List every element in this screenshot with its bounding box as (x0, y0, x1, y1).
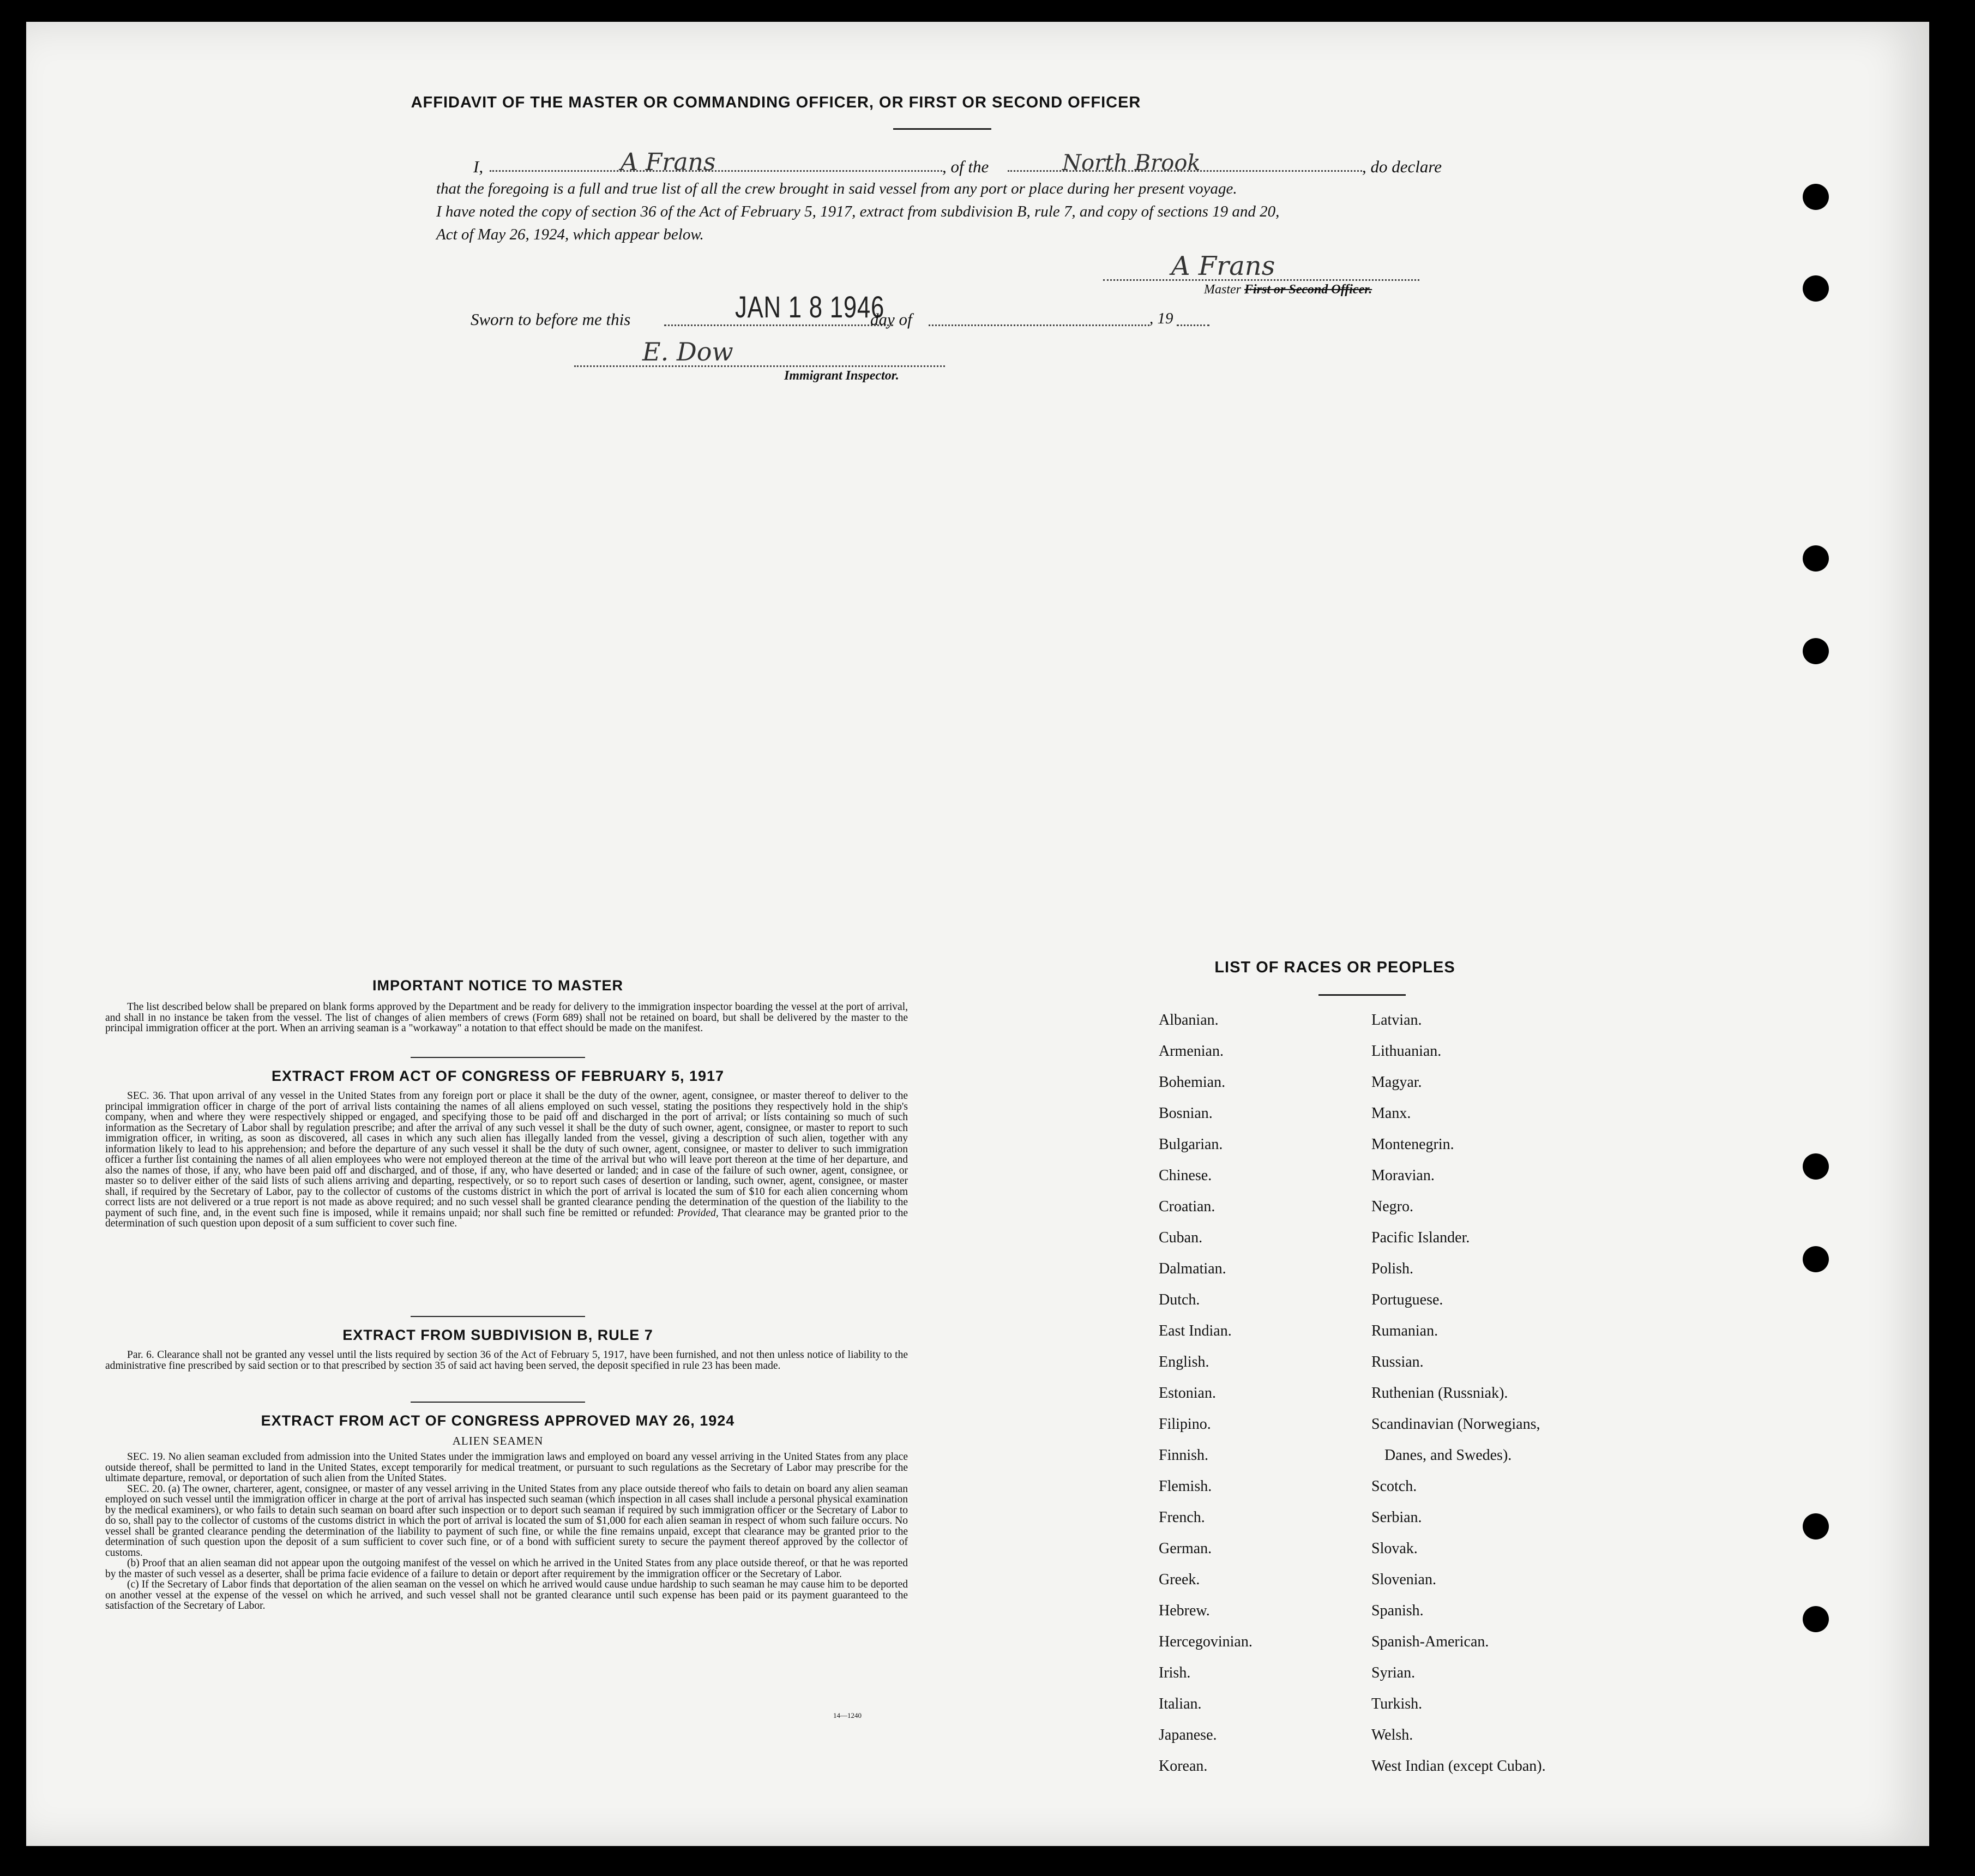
race-entry: Rumanian. (1371, 1322, 1438, 1339)
divider (411, 1316, 585, 1317)
race-entry: English. (1159, 1354, 1209, 1370)
section-19-label: SEC. 19. (127, 1451, 166, 1463)
race-entry: Spanish. (1371, 1602, 1424, 1619)
year-blank (1177, 324, 1209, 326)
officer-label (1204, 282, 1372, 297)
name-blank (490, 170, 942, 172)
races-title: LIST OF RACES OR PEOPLES (1214, 959, 1455, 976)
race-entry: Italian. (1159, 1695, 1202, 1712)
punch-hole (1803, 1513, 1829, 1540)
race-entry: Welsh. (1371, 1727, 1413, 1743)
races-column-1 (1159, 1005, 1253, 1782)
races-column-2 (1371, 1005, 1546, 1782)
section-19-paragraph (105, 1452, 908, 1484)
of-the-label: , of the (942, 157, 989, 176)
race-entry: Slovenian. (1371, 1571, 1436, 1588)
section-20b-paragraph: (b) Proof that an alien seaman did not appear upon the outgoing manifest of the vessel on which he arrived in the United States from any place outside thereof, or that he was reported by the master of such vessel as a deserter, shall be prima facie evidence of a failure to detain or deport after requirement by the immigration officer or the Secretary of Labor. (105, 1558, 908, 1580)
affidavit-line2: that the foregoing is a full and true list of all the crew brought in said vessel from any port or place during her present voyage. (436, 180, 1237, 197)
section-20c-paragraph: (c) If the Secretary of Labor finds that deportation of the alien seaman on the vessel on which he arrived would cause undue hardship to such seaman he may cause him to be deported on another vessel at the expense of the vessel on which he arrived, and such vessel shall not be granted clearance until such expense has been paid or its payment guaranteed to the satisfaction of the Secretary of Labor. (105, 1579, 908, 1612)
race-entry: Bosnian. (1159, 1105, 1213, 1122)
inspector-signature: E. Dow (642, 337, 733, 366)
sworn-label: Sworn to before me this (471, 310, 631, 329)
race-entry: Filipino. (1159, 1416, 1211, 1433)
month-blank (929, 324, 1149, 326)
race-entry: Ruthenian (Russniak). (1371, 1385, 1508, 1402)
race-entry: Scandinavian (Norwegians, (1371, 1416, 1540, 1433)
sworn-day-blank (664, 324, 893, 326)
section-20-label: SEC. 20. (127, 1483, 166, 1495)
subdivision-title: EXTRACT FROM SUBDIVISION B, RULE 7 (342, 1327, 653, 1343)
notice-paragraph: The list described below shall be prepared on blank forms approved by the Department and be ready for delivery to the immigration inspector boarding the vessel at the port of arrival, and shall in no instance be taken from the vessel. The list of changes of alien members of crews (Form 689) shall not be retained on board, but shall be delivered by the master to the principal immigration officer at the port. When an arriving seaman is a "workaway" a notation to that effect should be made on the manifest. (105, 1001, 908, 1034)
section-20a-text: (a) The owner, charterer, agent, consignee, or master of any vessel arriving in the United States from any place outside thereof who fails to detain on board any alien seaman employed on such vessel until the immigration officer in charge at the port of arrival has inspected such seaman (which inspection in all cases shall include a personal physical examination by the medical examiners), or who fails to detain such seaman on board after such inspection or to deport such seaman if required by such immigration officer or the Secretary of Labor to do so, shall pay to the collector of customs of the customs district in which the port of arrival is located the sum of $1,000 for each alien seaman in respect of whom such failure occurs. No vessel shall be granted clearance pending the determination of the liability to payment of such fine, or while the fine remains unpaid, except that clearance may be granted prior to the determination of such question upon the deposit of a sum sufficient to cover such fine, or of a bond with sufficient surety to secure the payment thereof approved by the collector of customs. (105, 1483, 908, 1559)
race-entry: Bulgarian. (1159, 1136, 1223, 1153)
race-entry: Slovak. (1371, 1540, 1418, 1557)
affidavit-line4: Act of May 26, 1924, which appear below. (436, 226, 704, 243)
race-entry: Russian. (1371, 1354, 1424, 1370)
race-entry: Armenian. (1159, 1043, 1224, 1060)
master-signature: A Frans (1171, 251, 1275, 281)
race-entry: Finnish. (1159, 1447, 1209, 1464)
race-entry: Danes, and Swedes). (1384, 1447, 1512, 1464)
master-name-handwriting: A Frans (621, 148, 716, 176)
notice-title: IMPORTANT NOTICE TO MASTER (372, 977, 623, 994)
struck-officer-label: First or Second Officer. (1244, 282, 1372, 297)
race-entry: Pacific Islander. (1371, 1229, 1470, 1246)
master-label: Master (1204, 282, 1241, 297)
race-entry: Moravian. (1371, 1167, 1435, 1184)
race-entry: Croatian. (1159, 1198, 1215, 1215)
affidavit-line3: I have noted the copy of section 36 of the Act of February 5, 1917, extract from subdivision B, rule 7, and copy of sections 19 and 20, (436, 203, 1280, 220)
extract-1924-title: EXTRACT FROM ACT OF CONGRESS APPROVED MAY 26, 1924 (261, 1412, 735, 1429)
year-label: , 19 (1149, 310, 1173, 327)
section-36-text-end: That clearance may be granted prior to the determination of such question upon deposit of a sum sufficient to cover such fine. (105, 1207, 908, 1229)
race-entry: Korean. (1159, 1758, 1208, 1775)
race-entry: Bohemian. (1159, 1074, 1226, 1091)
race-entry: Spanish-American. (1371, 1633, 1489, 1650)
punch-hole (1803, 275, 1829, 302)
par-6-paragraph: Par. 6. Clearance shall not be granted any vessel until the lists required by section 36 of the Act of February 5, 1917, have been furnished, and not then unless notice of liability to the administrative fine prescribed by said section or to that prescribed by section 35 of said act having been served, the deposit specified in rule 23 has been made. (105, 1349, 908, 1372)
punch-hole (1803, 1153, 1829, 1180)
race-entry: Latvian. (1371, 1012, 1422, 1029)
form-number: 14—1240 (833, 1711, 862, 1719)
punch-hole (1803, 638, 1829, 664)
section-19-text: No alien seaman excluded from admission into the United States under the immigration laws and employed on board any vessel arriving in the United States from any place outside thereof, shall be permitted to land in the United States, except temporarily for medical treatment, or pursuant to such regulations as the Secretary of Labor may prescribe for the ultimate departure, removal, or deportation of such alien from the United States. (105, 1451, 908, 1484)
race-entry: Negro. (1371, 1198, 1413, 1215)
race-entry: Lithuanian. (1371, 1043, 1442, 1060)
section-36-text: That upon arrival of any vessel in the United States from any foreign port or place it shall be the duty of the owner, agent, consignee, or master thereof to deliver to the principal immigration officer in charge of the port of arrival lists containing the names of all aliens employed on such vessel, stating the positions they respectively hold in the ship's company, when and where they were respectively shipped or engaged, and specifying those to be paid off and discharged in the port of arrival; or lists containing so much of such information as the Secretary of Labor shall by regulation prescribe; and after the arrival of any such vessel it shall be the duty of such owner, agent, consignee, or master to report to such immigration officer, in writing, as soon as discovered, all cases in which any such alien has illegally landed from the vessel, giving a description of such alien, together with any information likely to lead to his apprehension; and before the departure of any such vessel it shall be the duty of such owner, agent, consignee, or master to deliver to such immigration officer a further list containing the names of all alien employees who were not employed thereon at the time of the arrival but who will leave port thereon at the time of her departure, and also the names of those, if any, who have been paid off and discharged, and of those, if any, who have deserted or landed; and in case of the failure of such owner, agent, consignee, or master so to deliver either of the said lists of such aliens arriving and departing, respectively, or so to report such cases of desertion or landing, such owner, agent, consignee, or master shall, if required by the Secretary of Labor, pay to the collector of customs of the customs district in which the port of arrival is located the sum of $10 for each alien concerning whom correct lists are not delivered or a true report is not made as above required; and no such vessel shall be granted clearance pending the determination of the question of the liability to the payment of such fine, and, in the event such fine is imposed, while it remains unpaid; nor shall such fine be remitted or refunded: (105, 1090, 908, 1219)
race-entry: Japanese. (1159, 1727, 1217, 1743)
race-entry: Syrian. (1371, 1664, 1416, 1681)
race-entry: Montenegrin. (1371, 1136, 1454, 1153)
punch-hole (1803, 184, 1829, 210)
extract-1924-text (105, 1452, 908, 1612)
date-stamp: JAN 1 8 1946 (735, 290, 885, 324)
race-entry: Manx. (1371, 1105, 1411, 1122)
race-entry: Hebrew. (1159, 1602, 1210, 1619)
affidavit-line1-start: I, (473, 157, 484, 176)
race-entry: German. (1159, 1540, 1212, 1557)
race-entry: Serbian. (1371, 1509, 1422, 1526)
race-entry: West Indian (except Cuban). (1371, 1758, 1546, 1775)
race-entry: Polish. (1371, 1260, 1414, 1277)
section-36-label: SEC. 36. (127, 1090, 166, 1102)
race-entry: Cuban. (1159, 1229, 1203, 1246)
punch-hole (1803, 1246, 1829, 1272)
notice-text (105, 1002, 908, 1034)
race-entry: Turkish. (1371, 1695, 1423, 1712)
race-entry: Dalmatian. (1159, 1260, 1226, 1277)
inspector-label: Immigrant Inspector. (784, 369, 899, 383)
signature-line (1103, 279, 1419, 281)
extract-1917-text (105, 1091, 908, 1229)
vessel-name-handwriting: North Brook (1062, 151, 1201, 176)
race-entry: Irish. (1159, 1664, 1191, 1681)
affidavit-title: AFFIDAVIT OF THE MASTER OR COMMANDING OFFICER, OR FIRST OR SECOND OFFICER (411, 94, 1141, 111)
document-page (26, 22, 1929, 1846)
section-20a-paragraph (105, 1484, 908, 1559)
race-entry: Greek. (1159, 1571, 1200, 1588)
do-declare-label: , do declare (1362, 157, 1442, 176)
race-entry: Scotch. (1371, 1478, 1417, 1495)
divider (411, 1057, 585, 1058)
extract-1917-title: EXTRACT FROM ACT OF CONGRESS OF FEBRUARY 5, 1917 (271, 1068, 725, 1084)
alien-seamen-subtitle: ALIEN SEAMEN (452, 1434, 544, 1447)
race-entry: Chinese. (1159, 1167, 1212, 1184)
divider (411, 1402, 585, 1403)
race-entry: Portuguese. (1371, 1291, 1443, 1308)
day-of-label: day of (870, 310, 912, 329)
race-entry: Magyar. (1371, 1074, 1422, 1091)
race-entry: Dutch. (1159, 1291, 1200, 1308)
race-entry: East Indian. (1159, 1322, 1232, 1339)
race-entry: Estonian. (1159, 1385, 1216, 1402)
race-entry: French. (1159, 1509, 1205, 1526)
races-title-rule (1318, 994, 1406, 996)
provided-word: Provided, (677, 1207, 719, 1219)
punch-hole (1803, 1606, 1829, 1632)
race-entry: Flemish. (1159, 1478, 1212, 1495)
subdivision-text (105, 1350, 908, 1371)
inspector-line (574, 365, 945, 367)
title-rule (893, 128, 991, 130)
section-36-paragraph (105, 1091, 908, 1229)
race-entry: Hercegovinian. (1159, 1633, 1253, 1650)
punch-hole (1803, 545, 1829, 572)
race-entry: Albanian. (1159, 1012, 1219, 1029)
